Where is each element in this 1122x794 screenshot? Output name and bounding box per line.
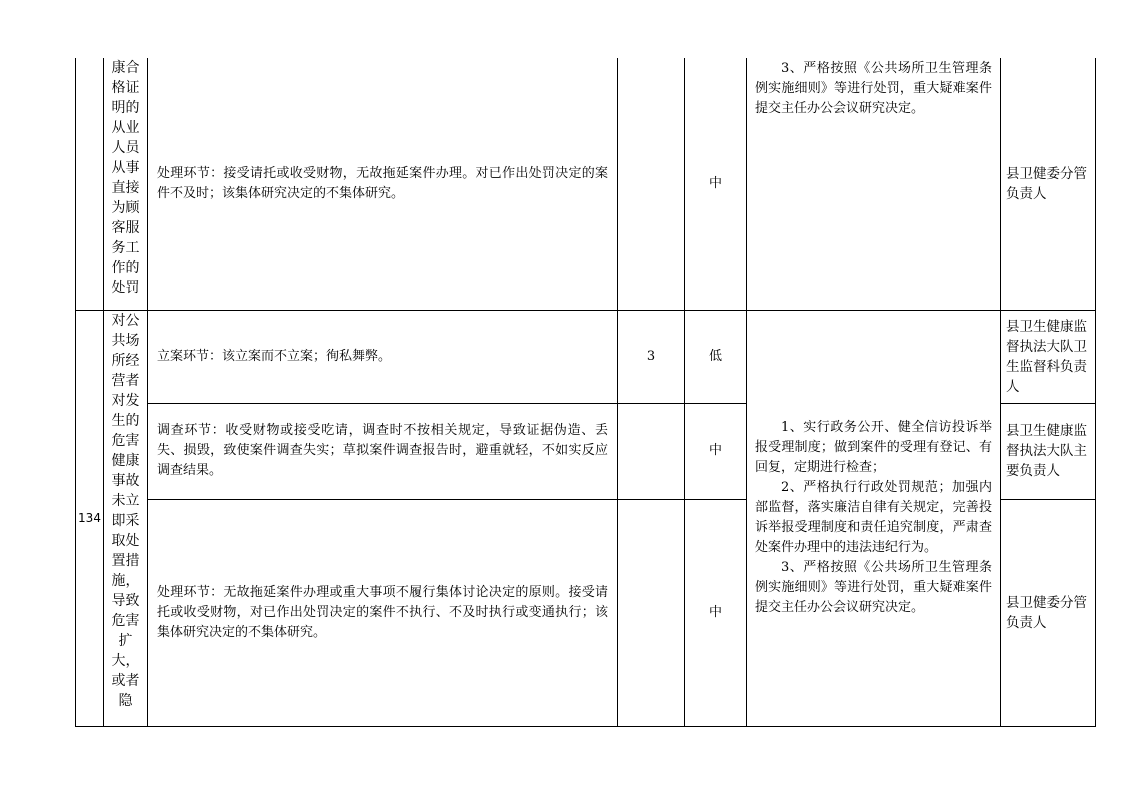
- risk-degree-cell: [685, 499, 747, 726]
- table-row-134-filing: [76, 310, 1096, 403]
- item-name-text: 康合格证明的从业人员从事直接为顾客服务工作的处罚: [111, 60, 140, 297]
- risk-level-cell: [618, 310, 685, 403]
- responsible-text: 县卫健委分管负责人: [1006, 594, 1087, 631]
- responsible-cell: [1001, 499, 1096, 726]
- responsible-cell: [1001, 403, 1096, 499]
- risk-point-cell: [148, 403, 618, 499]
- risk-level-text: 3: [646, 348, 656, 364]
- risk-point-cell: [148, 58, 618, 310]
- responsible-text: 县卫生健康监督执法大队主要负责人: [1006, 423, 1087, 479]
- measure-2-text: 2、严格执行行政处罚规范；加强内部监督，落实廉洁自律有关规定，完善投诉举报受理制度和责任追究制度，严肃查处案件办理中的违法违纪行为。: [755, 480, 992, 555]
- risk-degree-cell: [685, 403, 747, 499]
- responsible-text: 县卫生健康监督执法大队卫生监督科负责人: [1006, 318, 1087, 395]
- risk-point-cell: [148, 310, 618, 403]
- risk-level-cell: [618, 499, 685, 726]
- row-number-text: 134: [78, 511, 101, 525]
- prevention-measures-cell: [747, 58, 1001, 310]
- risk-table: [75, 58, 1096, 727]
- risk-degree-text: 中: [708, 175, 722, 191]
- item-name-cell: [104, 58, 148, 310]
- responsible-cell: [1001, 310, 1096, 403]
- measures-list: [755, 418, 992, 618]
- risk-point-text: 处理环节：接受请托或收受财物，无故拖延案件办理。对已作出处罚决定的案件不及时；该集体研究决定的不集体研究。: [157, 165, 608, 201]
- responsible-text: 县卫健委分管负责人: [1006, 165, 1087, 202]
- risk-point-cell: [148, 499, 618, 726]
- row-number-cell: [76, 310, 104, 726]
- responsible-cell: [1001, 58, 1096, 310]
- table-row-133: [76, 58, 1096, 310]
- risk-degree-cell: [685, 58, 747, 310]
- risk-point-text: 调查环节：收受财物或接受吃请，调查时不按相关规定，导致证据伪造、丢失、损毁，致使案件调查失实；草拟案件调查报告时，避重就轻，不如实反应调查结果。: [157, 423, 608, 478]
- measure-1-text: 1、实行政务公开、健全信访投诉举报受理制度；做到案件的受理有登记、有回复，定期进行检查；: [755, 420, 992, 475]
- measure-3-text: 3、严格按照《公共场所卫生管理条例实施细则》等进行处罚，重大疑难案件提交主任办公会议研究决定。: [755, 61, 992, 116]
- risk-degree-text: 中: [708, 604, 722, 620]
- row-number-cell: [76, 58, 104, 310]
- item-name-text: 对公共场所经营者对发生的危害健康事故未立即采取处置措施，导致危害扩大，或者隐: [111, 313, 140, 709]
- risk-degree-cell: [685, 310, 747, 403]
- measure-3-text: 3、严格按照《公共场所卫生管理条例实施细则》等进行处罚，重大疑难案件提交主任办公会议研究决定。: [755, 560, 992, 615]
- risk-level-cell: [618, 58, 685, 310]
- risk-degree-text: 低: [708, 348, 722, 364]
- prevention-measures-cell: [747, 310, 1001, 726]
- risk-point-text: 立案环节：该立案而不立案；徇私舞弊。: [157, 348, 392, 364]
- risk-point-text: 处理环节：无故拖延案件办理或重大事项不履行集体讨论决定的原则。接受请托或收受财物，对已作出处罚决定的案件不执行、不及时执行或变通执行；该集体研究决定的不集体研究。: [157, 584, 608, 640]
- item-name-cell: [104, 310, 148, 726]
- risk-level-cell: [618, 403, 685, 499]
- risk-degree-text: 中: [708, 443, 722, 458]
